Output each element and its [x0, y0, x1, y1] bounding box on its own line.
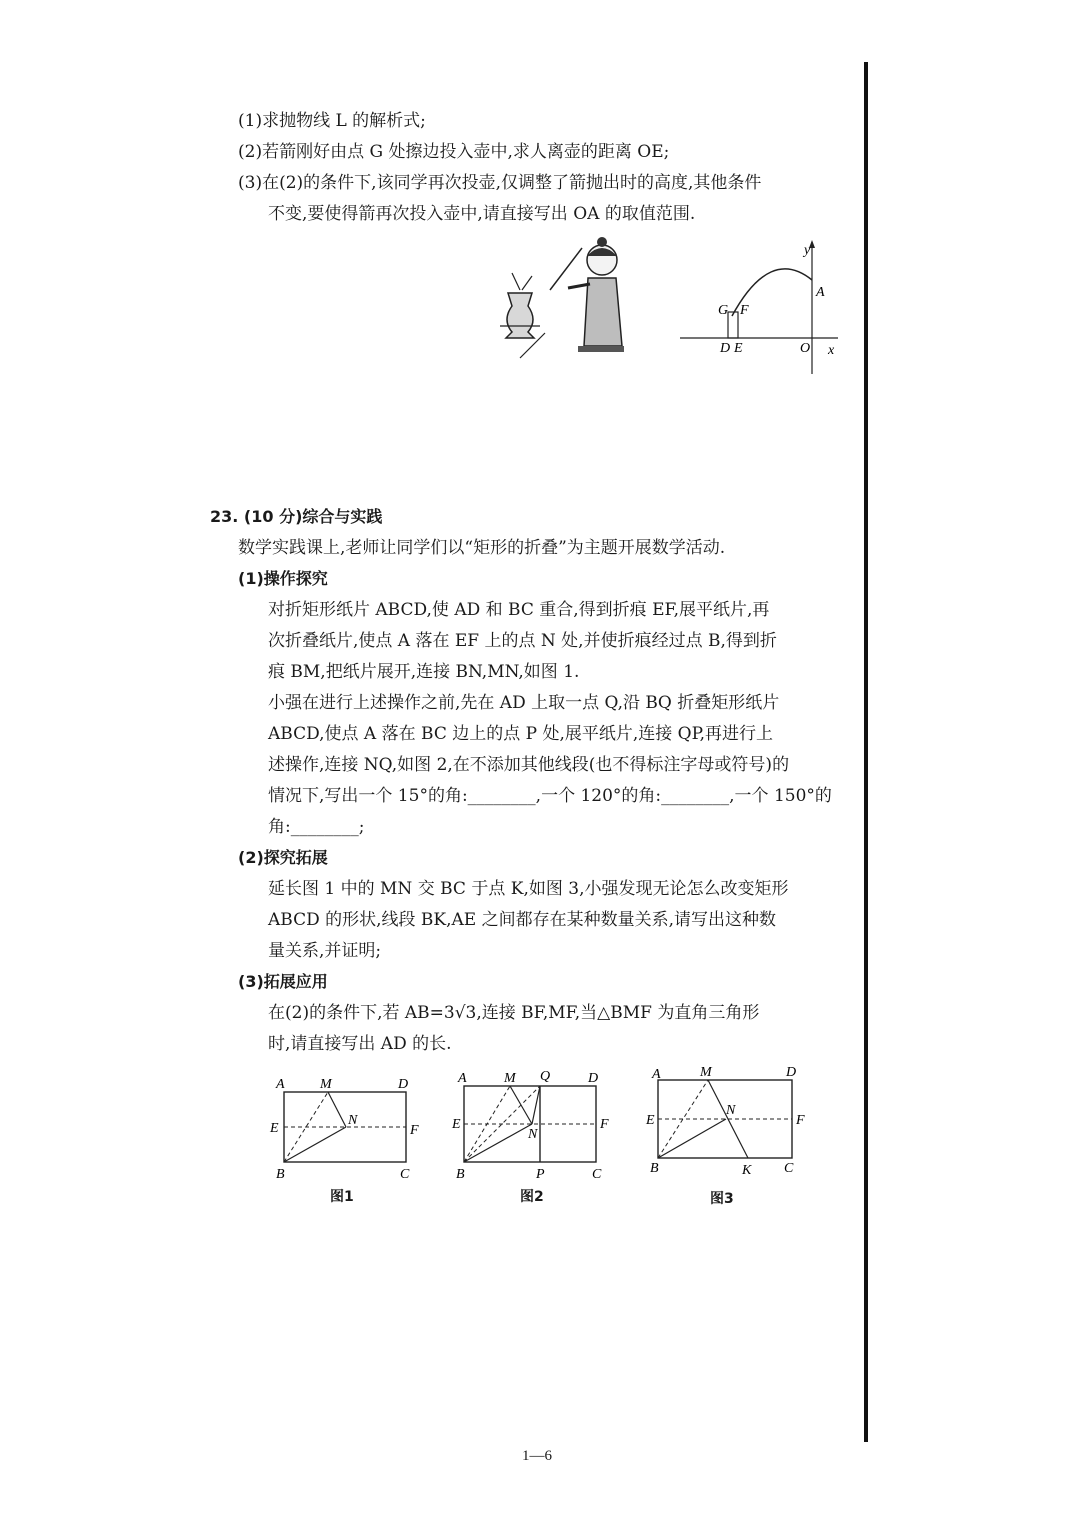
figure-1-caption: 图1 — [330, 1189, 354, 1205]
margin-rule — [864, 62, 868, 1442]
svg-text:P: P — [536, 1167, 545, 1182]
svg-text:F: F — [796, 1113, 805, 1128]
svg-text:M: M — [504, 1071, 516, 1086]
svg-text:D: D — [720, 341, 731, 356]
svg-text:F: F — [740, 303, 749, 318]
svg-text:N: N — [348, 1113, 358, 1128]
svg-text:E: E — [734, 341, 743, 356]
p23-part3-line2: 时,请直接写出 AD 的长. — [268, 1034, 452, 1054]
p23-part1-line4: 小强在进行上述操作之前,先在 AD 上取一点 Q,沿 BQ 折叠矩形纸片 — [268, 693, 780, 713]
figure-3 — [646, 1062, 812, 1186]
svg-text:A: A — [816, 285, 825, 300]
svg-text:y: y — [804, 243, 811, 258]
figure-1 — [270, 1070, 420, 1190]
svg-text:E: E — [646, 1113, 655, 1128]
p23-part1-line7: 情况下,写出一个 15°的角:________,一个 120°的角:________,一个 150°的 — [268, 786, 832, 806]
p23-part1-line6: 述操作,连接 NQ,如图 2,在不添加其他线段(也不得标注字母或符号)的 — [268, 755, 790, 775]
svg-text:x: x — [828, 343, 835, 358]
svg-text:B: B — [276, 1167, 285, 1182]
p23-part2-line2: ABCD 的形状,线段 BK,AE 之间都存在某种数量关系,请写出这种数 — [268, 910, 777, 930]
svg-text:N: N — [726, 1103, 736, 1118]
p22-question-1: (1)求抛物线 L 的解析式; — [238, 111, 426, 131]
p23-part1-line5: ABCD,使点 A 落在 BC 边上的点 P 处,展平纸片,连接 QP,再进行上 — [268, 724, 774, 744]
svg-text:F: F — [600, 1117, 609, 1132]
p22-question-2: (2)若箭刚好由点 G 处擦边投入壶中,求人离壶的距离 OE; — [238, 142, 670, 162]
p22-question-3-line1: (3)在(2)的条件下,该同学再次投壶,仅调整了箭抛出时的高度,其他条件 — [238, 173, 762, 193]
svg-text:B: B — [456, 1167, 465, 1182]
p22-question-3-line2: 不变,要使得箭再次投入壶中,请直接写出 OA 的取值范围. — [268, 204, 696, 224]
svg-text:D: D — [786, 1065, 797, 1080]
svg-text:A: A — [652, 1067, 661, 1082]
touhu-illustration — [490, 228, 650, 368]
svg-text:M: M — [700, 1065, 712, 1080]
svg-text:G: G — [718, 303, 729, 318]
p23-part2-line1: 延长图 1 中的 MN 交 BC 于点 K,如图 3,小强发现无论怎么改变矩形 — [268, 879, 789, 899]
svg-text:E: E — [270, 1121, 279, 1136]
svg-text:E: E — [452, 1117, 461, 1132]
svg-text:A: A — [458, 1071, 467, 1086]
pot-icon — [506, 293, 534, 338]
svg-text:F: F — [410, 1123, 419, 1138]
svg-text:M: M — [320, 1077, 332, 1092]
p23-part1-line3: 痕 BM,把纸片展开,连接 BN,MN,如图 1. — [268, 662, 580, 682]
arrow-icon — [550, 248, 582, 290]
p23-part1-title: (1)操作探究 — [238, 569, 328, 588]
svg-text:C: C — [592, 1167, 602, 1182]
svg-text:N: N — [528, 1127, 538, 1142]
p23-heading: 23. (10 分)综合与实践 — [210, 507, 383, 526]
p23-part3-line1: 在(2)的条件下,若 AB=3√3,连接 BF,MF,当△BMF 为直角三角形 — [268, 1003, 760, 1023]
svg-text:O: O — [800, 341, 811, 356]
figure-3-caption: 图3 — [710, 1191, 734, 1207]
p23-intro: 数学实践课上,老师让同学们以“矩形的折叠”为主题开展数学活动. — [238, 538, 726, 558]
svg-text:Q: Q — [540, 1069, 551, 1084]
p23-part1-line2: 次折叠纸片,使点 A 落在 EF 上的点 N 处,并使折痕经过点 B,得到折 — [268, 631, 777, 651]
p23-part2-title: (2)探究拓展 — [238, 848, 328, 867]
figure-2-caption: 图2 — [520, 1189, 544, 1205]
child-robe-icon — [584, 278, 622, 346]
svg-text:B: B — [650, 1161, 659, 1176]
figure-2 — [452, 1066, 612, 1190]
p23-part3-title: (3)拓展应用 — [238, 972, 328, 991]
svg-text:C: C — [784, 1161, 794, 1176]
p23-part1-line8: 角:________; — [268, 817, 365, 837]
svg-text:D: D — [588, 1071, 599, 1086]
svg-text:K: K — [742, 1163, 752, 1178]
svg-text:D: D — [398, 1077, 409, 1092]
svg-text:C: C — [400, 1167, 410, 1182]
svg-text:A: A — [276, 1077, 285, 1092]
pot-rect — [728, 312, 738, 338]
page-number: 1—6 — [522, 1448, 552, 1464]
p23-part1-line1: 对折矩形纸片 ABCD,使 AD 和 BC 重合,得到折痕 EF,展平纸片,再 — [268, 600, 770, 620]
parabola-graph — [680, 238, 840, 378]
p23-part2-line3: 量关系,并证明; — [268, 941, 382, 961]
